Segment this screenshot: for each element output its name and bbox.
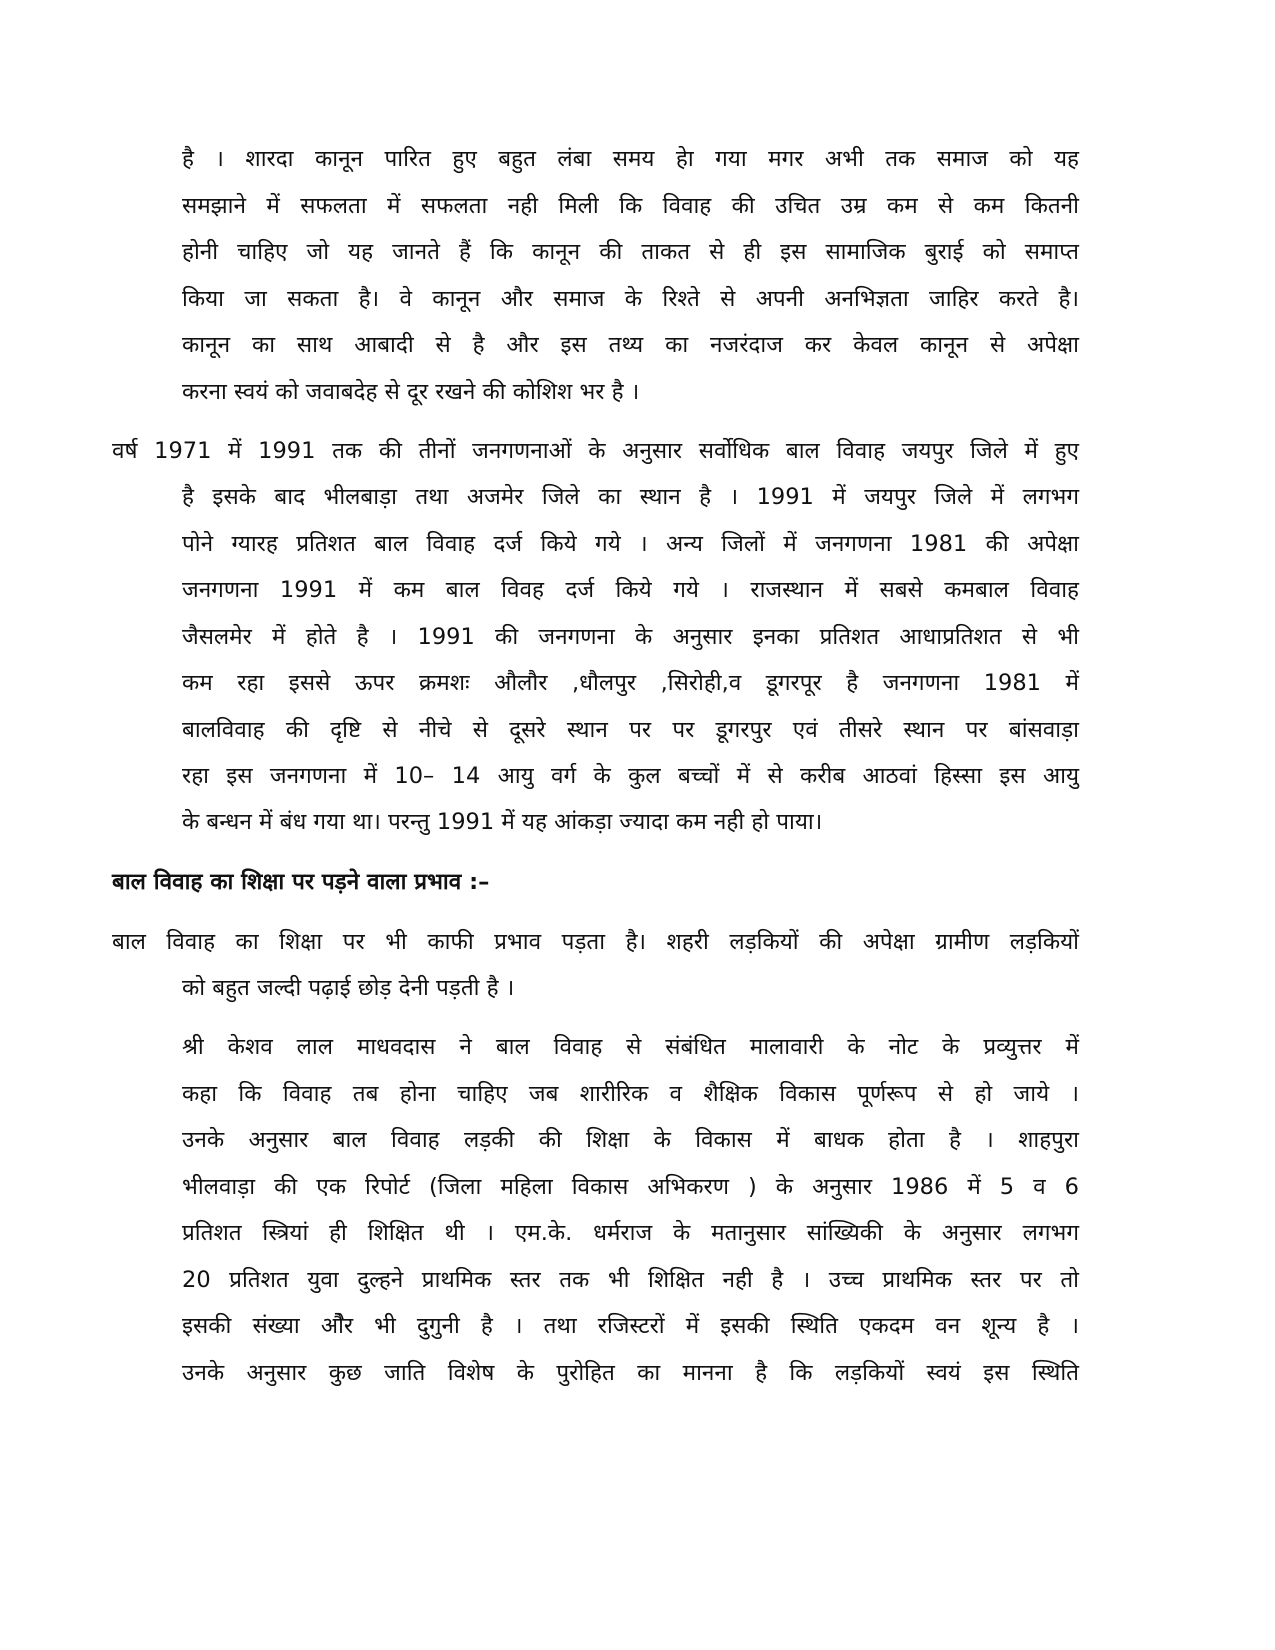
text-line: करना स्वयं को जवाबदेह से दूर रखने की कोशिश भर है ।	[182, 379, 640, 405]
section-heading: बाल विवाह का शिक्षा पर पड़ने वाला प्रभाव :–	[112, 869, 490, 895]
text-line: कहा कि विवाह तब होना चाहिए जब शारीरिक व शैक्षिक विकास पूर्णरूप से हो जाये ।	[182, 1081, 1079, 1107]
text-line: जैसलमेर में होते है । 1991 की जनगणना के अनुसार इनका प्रतिशत आधाप्रतिशत से भी	[182, 624, 1079, 650]
text-line: किया जा सकता है। वे कानून और समाज के रिश्ते से अपनी अनभिज्ञता जाहिर करते है।	[182, 286, 1079, 312]
text-line: को बहुत जल्दी पढ़ाई छोड़ देनी पड़ती है ।	[182, 975, 515, 1001]
text-line: के बन्धन में बंध गया था। परन्तु 1991 में यह आंकड़ा ज्यादा कम नही हो पाया।	[182, 809, 823, 835]
text-line: 20 प्रतिशत युवा दुल्हने प्राथमिक स्तर तक भी शिक्षित नही है । उच्च प्राथमिक स्तर पर तो	[182, 1267, 1079, 1293]
text-line: उनके अनुसार कुछ जाति विशेष के पुरोहित का मानना है कि लड़कियों स्वयं इस स्थिति	[182, 1360, 1079, 1386]
text-line: कम रहा इससे ऊपर क्रमशः औलौर ,धौलपुर ,सिरोही,व डूगरपूर है जनगणना 1981 में	[182, 670, 1079, 696]
text-line: भीलवाड़ा की एक रिपोर्ट (जिला महिला विकास अभिकरण ) के अनुसार 1986 में 5 व 6	[182, 1174, 1079, 1200]
text-line: समझाने में सफलता में सफलता नही मिली कि विवाह की उचित उम्र कम से कम कितनी	[182, 193, 1079, 219]
text-line: प्रतिशत स्त्रियां ही शिक्षित थी । एम.के. धर्मराज के मतानुसार सांख्यिकी के अनुसार लगभग	[182, 1220, 1079, 1246]
text-line: रहा इस जनगणना में 10– 14 आयु वर्ग के कुल बच्चों में से करीब आठवां हिस्सा इस आयु	[182, 763, 1079, 789]
text-line: होनी चाहिए जो यह जानते हैं कि कानून की ताकत से ही इस सामाजिक बुराई को समाप्त	[182, 239, 1079, 265]
text-line: है इसके बाद भीलबाड़ा तथा अजमेर जिले का स्थान है । 1991 में जयपुर जिले में लगभग	[182, 484, 1079, 510]
text-line: बाल विवाह का शिक्षा पर भी काफी प्रभाव पड़ता है। शहरी लड़कियों की अपेक्षा ग्रामीण लड़कियों	[112, 929, 1079, 955]
text-line: है । शारदा कानून पारित हुए बहुत लंबा समय हेा गया मगर अभी तक समाज को यह	[182, 146, 1079, 172]
text-line: कानून का साथ आबादी से है और इस तथ्य का नजरंदाज कर केवल कानून से अपेक्षा	[182, 332, 1079, 358]
text-line: जनगणना 1991 में कम बाल विवह दर्ज किये गये । राजस्थान में सबसे कमबाल विवाह	[182, 577, 1079, 603]
text-line: बालविवाह की दृष्टि से नीचे से दूसरे स्थान पर पर डूगरपुर एवं तीसरे स्थान पर बांसवाड़ा	[182, 717, 1079, 743]
text-line: श्री केशव लाल माधवदास ने बाल विवाह से संबंधित मालावारी के नोट के प्रव्युत्तर में	[182, 1034, 1079, 1060]
text-line: वर्ष 1971 में 1991 तक की तीनों जनगणनाओं के अनुसार सर्वोधिक बाल विवाह जयपुर जिले में हुए	[112, 438, 1079, 464]
text-line: पोने ग्यारह प्रतिशत बाल विवाह दर्ज किये गये । अन्य जिलों में जनगणना 1981 की अपेक्षा	[182, 531, 1079, 557]
text-line: इसकी संख्या औेर भी दुगुनी है । तथा रजिस्टरों में इसकी स्थिति एकदम वन शून्य है ।	[182, 1313, 1079, 1339]
text-line: उनके अनुसार बाल विवाह लड़की की शिक्षा के विकास में बाधक होता है । शाहपुरा	[182, 1127, 1079, 1153]
